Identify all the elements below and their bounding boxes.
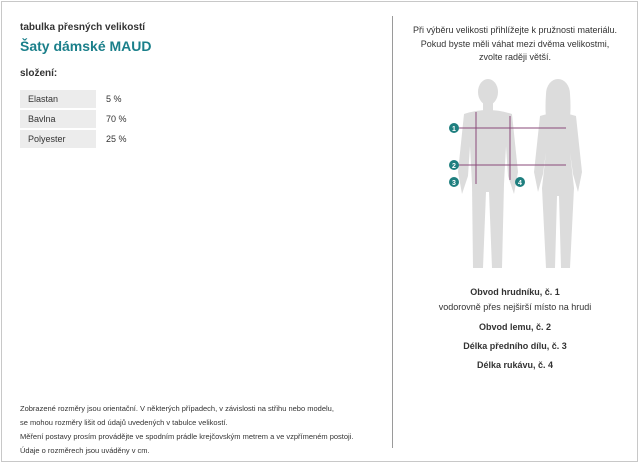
marker-label: 4 — [518, 180, 522, 187]
hint-line: Pokud byste měli váhat mezi dvěma velikostmi, — [420, 38, 610, 49]
hint-line: Při výběru velikosti přihlížejte k pružnosti materiálu. — [412, 25, 618, 35]
note-line: se mohou rozměry lišit od údajů uvedených v tabulce velikostí. — [20, 418, 228, 427]
note-line: Údaje o rozměrech jsou uváděny v cm. — [20, 446, 150, 455]
measurement-3-title: Délka předního dílu, č. 3 — [463, 341, 567, 351]
measurement-4-title: Délka rukávu, č. 4 — [476, 360, 554, 370]
marker-4 — [515, 177, 525, 187]
composition-table — [20, 88, 136, 150]
marker-1 — [449, 123, 459, 133]
material-name: Polyester — [20, 130, 96, 148]
female-silhouette — [534, 79, 582, 268]
material-name: Elastan — [20, 90, 96, 108]
table-row — [20, 90, 136, 108]
measurement-2-title: Obvod lemu, č. 2 — [478, 322, 552, 332]
measurement-1-title: Obvod hrudníku, č. 1 — [470, 287, 560, 297]
marker-3 — [449, 177, 459, 187]
size-hint — [400, 24, 630, 65]
material-percent: 70 % — [106, 114, 127, 124]
page-subtitle: tabulka přesných velikostí — [20, 22, 146, 33]
marker-label: 2 — [452, 163, 456, 170]
product-title: Šaty dámské MAUD — [20, 38, 152, 54]
table-row — [20, 110, 136, 128]
left-column — [20, 22, 370, 150]
material-name: Bavlna — [20, 110, 96, 128]
disclaimer-note — [20, 402, 370, 458]
material-percent: 25 % — [106, 134, 127, 144]
note-line: Měření postavy prosím provádějte ve spodním prádle krejčovským metrem a ve vzpřímeném postoji. — [20, 432, 354, 441]
hint-line: zvolte raději větší. — [478, 52, 552, 62]
measurement-1-description: vodorovně přes nejširší místo na hrudi — [438, 302, 592, 312]
composition-label: složení: — [20, 68, 58, 79]
table-row — [20, 130, 136, 148]
body-measurement-figure — [440, 72, 600, 282]
marker-2 — [449, 160, 459, 170]
material-percent: 5 % — [106, 94, 122, 104]
marker-label: 3 — [452, 180, 456, 187]
marker-label: 1 — [452, 126, 456, 133]
column-divider — [392, 16, 393, 448]
note-line: Zobrazené rozměry jsou orientační. V některých případech, v závislosti na střihu nebo modelu, — [20, 404, 334, 413]
male-silhouette — [458, 79, 518, 268]
